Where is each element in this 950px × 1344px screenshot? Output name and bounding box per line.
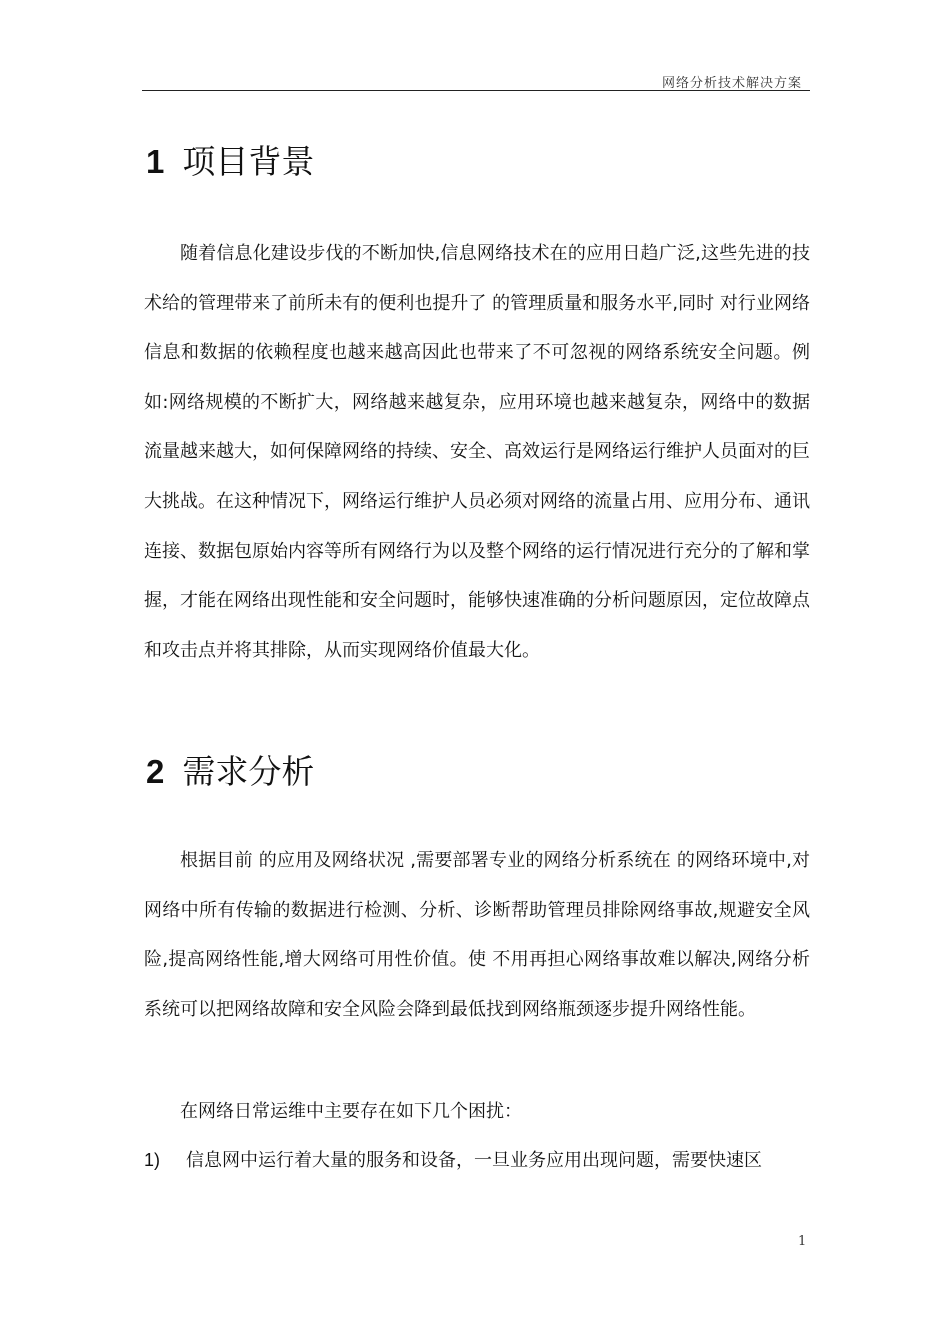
section-2-intro: 在网络日常运维中主要存在如下几个困扰： — [180, 1101, 522, 1122]
section-1-heading — [146, 136, 314, 183]
list-item — [144, 1136, 810, 1186]
section-1-title: 项目背景 — [182, 142, 315, 181]
list-item-text: 信息网中运行着大量的服务和设备，一旦业务应用出现问题，需要快速区 — [186, 1150, 762, 1171]
running-header-title: 网络分析技术解决方案 — [661, 76, 802, 91]
header-rule — [142, 90, 810, 91]
section-2-title: 需求分析 — [182, 752, 315, 791]
list-item-marker: 1) — [144, 1150, 161, 1170]
section-2-paragraph: 根据目前 的应用及网络状况 ,需要部署专业的网络分析系统在 的网络环境中,对网络中所有传输的数据进行检测、分析、诊断帮助管理员排除网络事故,规避安全风险,提高网络性能,增大网络可用性价值。使 不用再担心网络事故难以解决,网络分析系统可以把网络故障和安全风险会降到最低找到网络瓶颈逐步提升网络性能。 — [144, 850, 810, 1020]
section-2-number: 2 — [146, 753, 165, 790]
section-1-number: 1 — [146, 143, 165, 180]
section-2-heading — [146, 746, 314, 793]
section-1-paragraph: 随着信息化建设步伐的不断加快,信息网络技术在的应用日趋广泛,这些先进的技术给的管理带来了前所未有的便利也提升了 的管理质量和服务水平,同时 对行业网络信息和数据的依赖程度也越来越高因此也带来了不可忽视的网络系统安全问题。例如:网络规模的不断扩大，网络越来越复杂，应用环境也越来越复杂，网络中的数据流量越来越大，如何保障网络的持续、安全、高效运行是网络运行维护人员面对的巨大挑战。在这种情况下，网络运行维护人员必须对网络的流量占用、应用分布、通讯连接、数据包原始内容等所有网络行为以及整个网络的运行情况进行充分的了解和掌握，才能在网络出现性能和安全问题时，能够快速准确的分析问题原因，定位故障点和攻击点并将其排除，从而实现网络价值最大化。 — [144, 243, 810, 661]
page-number: 1 — [798, 1234, 807, 1249]
